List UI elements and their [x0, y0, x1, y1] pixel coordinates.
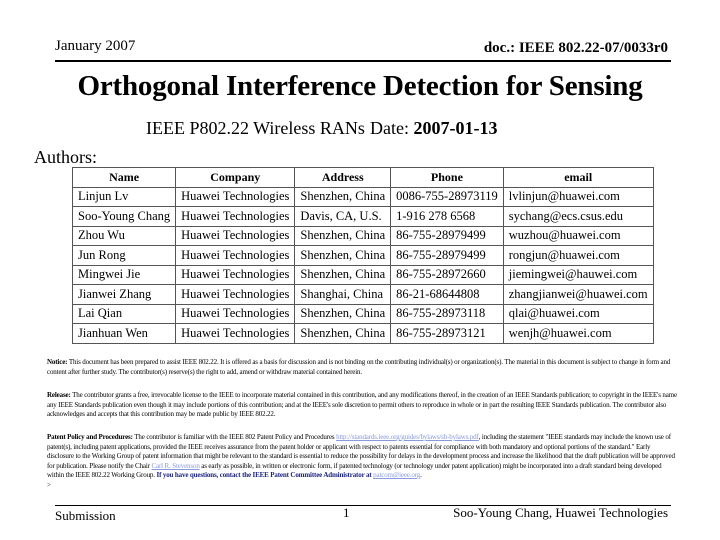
cell-phone: 1-916 278 6568	[391, 207, 504, 227]
patent-policy-link[interactable]: http://standards.ieee.org/guides/bylaws/sb-bylaws.pdf	[336, 433, 479, 441]
cell-name: Soo-Young Chang	[73, 207, 176, 227]
cell-email: rongjun@huawei.com	[503, 246, 653, 266]
column-header-company: Company	[176, 168, 295, 188]
cell-phone: 86-755-28973118	[391, 304, 504, 324]
cell-company: Huawei Technologies	[176, 226, 295, 246]
release-paragraph	[47, 391, 677, 420]
cell-company: Huawei Technologies	[176, 187, 295, 207]
cell-company: Huawei Technologies	[176, 265, 295, 285]
cell-email: wuzhou@huawei.com	[503, 226, 653, 246]
working-group: IEEE P802.22 Wireless RANs	[146, 118, 365, 138]
trailer-mark: >	[47, 480, 51, 489]
patent-text-3: as early as possible, in written or electronic form, if patented technology (or technology under patent application) might be incorporated into a draft standard being developed within the IEEE 802.22 Working Group.	[47, 461, 662, 479]
cell-phone: 86-755-28973121	[391, 324, 504, 344]
table-row	[73, 246, 654, 266]
page-title: Orthogonal Interference Detection for Sensing	[77, 70, 643, 102]
cell-email: lvlinjun@huawei.com	[503, 187, 653, 207]
table-row	[73, 324, 654, 344]
cell-phone: 86-755-28972660	[391, 265, 504, 285]
cell-name: Mingwei Jie	[73, 265, 176, 285]
cell-email: qlai@huawei.com	[503, 304, 653, 324]
cell-name: Jianwei Zhang	[73, 285, 176, 305]
header-divider	[55, 60, 671, 62]
admin-email-link[interactable]: patcom@ieee.org	[373, 471, 421, 479]
questions-text: If you have questions, contact the IEEE Patent Committee Administrator at	[154, 471, 374, 479]
cell-name: Jun Rong	[73, 246, 176, 266]
patent-text-2: , including the statement "IEEE standards may include the known use of patent(s), including patent applications, provided the IEEE receives assurance from the patent holder or applicant with respect to patents essential for compliance with both mandatory and optional portions of the standard." Early disclosure to the Working Group of patent information that might be relevant to the standard is essential to reduce the possibility for delays in the development process and increase the likelihood that the draft publication will be approved for publication. Please notify the Chair	[47, 433, 675, 470]
cell-address: Davis, CA, U.S.	[295, 207, 391, 227]
cell-name: Lai Qian	[73, 304, 176, 324]
cell-phone: 86-755-28979499	[391, 246, 504, 266]
footer-author: Soo-Young Chang, Huawei Technologies	[453, 505, 668, 520]
cell-phone: 86-755-28979499	[391, 226, 504, 246]
cell-name: Jianhuan Wen	[73, 324, 176, 344]
date-value: 2007-01-13	[413, 118, 498, 138]
cell-address: Shenzhen, China	[295, 324, 391, 344]
header-date: January 2007	[55, 38, 136, 54]
cell-address: Shenzhen, China	[295, 187, 391, 207]
footer-submission: Submission	[55, 508, 116, 523]
release-label: Release:	[47, 391, 71, 399]
cell-address: Shenzhen, China	[295, 304, 391, 324]
document-date	[370, 118, 497, 139]
cell-company: Huawei Technologies	[176, 304, 295, 324]
table-row	[73, 304, 654, 324]
notice-label: Notice:	[47, 358, 68, 366]
column-header-email: email	[503, 168, 653, 188]
column-header-name: Name	[73, 168, 176, 188]
authors-table	[72, 167, 654, 344]
patent-paragraph: Patent Policy and Procedures: The contributor is familiar with the IEEE 802 Patent Policy and Procedures http://standards.ieee.org/guides/bylaws/sb-bylaws.pdf, including the statement "IEEE standards may include the known use of patent(s), including patent applications, provided the IEEE receives assurance from the patent holder or applicant with respect to patents essential for compliance with both mandatory and optional portions of the standard." Early disclosure to the Working Group of patent information that might be relevant to the standard is essential to reduce the possibility for delays in the development process and increase the likelihood that the draft publication will be approved for publication. Please notify the Chair Carl R. Stevenson as early as possible, in written or electronic form, if patented technology (or technology under patent application) might be incorporated into a draft standard being developed within the IEEE 802.22 Working Group. If you have questions, contact the IEEE Patent Committee Administrator at patcom@ieee.org. >	[47, 433, 675, 489]
cell-address: Shanghai, China	[295, 285, 391, 305]
header-doc-id: doc.: IEEE 802.22-07/0033r0	[483, 40, 668, 56]
cell-address: Shenzhen, China	[295, 246, 391, 266]
cell-email: wenjh@huawei.com	[503, 324, 653, 344]
cell-company: Huawei Technologies	[176, 246, 295, 266]
notice-paragraph	[47, 358, 677, 377]
release-text: The contributor grants a free, irrevocable license to the IEEE to incorporate material contained in this contribution, and any modifications thereof, in the creation of an IEEE Standards publication; to copyright in the IEEE's name any IEEE Standards publication even though it may include portions of this contribution; and at the IEEE's sole discretion to permit others to reproduce in whole or in part the resulting IEEE Standards publication. The contributor also acknowledges and accepts that this contribution may be made public by IEEE 802.22.	[47, 391, 677, 418]
cell-company: Huawei Technologies	[176, 285, 295, 305]
column-header-address: Address	[295, 168, 391, 188]
column-header-phone: Phone	[391, 168, 504, 188]
patent-text-1: The contributor is familiar with the IEEE 802 Patent Policy and Procedures	[134, 433, 335, 441]
table-row	[73, 187, 654, 207]
table-row	[73, 207, 654, 227]
chair-link[interactable]: Carl R. Stevenson	[151, 461, 200, 470]
cell-company: Huawei Technologies	[176, 207, 295, 227]
table-row	[73, 226, 654, 246]
authors-label: Authors:	[34, 147, 97, 167]
patent-label: Patent Policy and Procedures:	[47, 433, 133, 441]
cell-address: Shenzhen, China	[295, 226, 391, 246]
notice-text: This document has been prepared to assist IEEE 802.22. It is offered as a basis for discussion and is not binding on the contributing individual(s) or organization(s). The material in this document is subject to change in form and content after further study. The contributor(s) reserve(s) the right to add, amend or withdraw material contained herein.	[47, 358, 671, 376]
cell-phone: 86-21-68644808	[391, 285, 504, 305]
cell-company: Huawei Technologies	[176, 324, 295, 344]
cell-email: zhangjianwei@huawei.com	[503, 285, 653, 305]
date-label: Date:	[370, 118, 414, 138]
cell-name: Zhou Wu	[73, 226, 176, 246]
table-row	[73, 265, 654, 285]
cell-phone: 0086-755-28973119	[391, 187, 504, 207]
page-number: 1	[343, 505, 350, 520]
cell-name: Linjun Lv	[73, 187, 176, 207]
table-header-row	[73, 168, 654, 188]
cell-email: sychang@ecs.csus.edu	[503, 207, 653, 227]
table-row	[73, 285, 654, 305]
cell-email: jiemingwei@hauwei.com	[503, 265, 653, 285]
cell-address: Shenzhen, China	[295, 265, 391, 285]
